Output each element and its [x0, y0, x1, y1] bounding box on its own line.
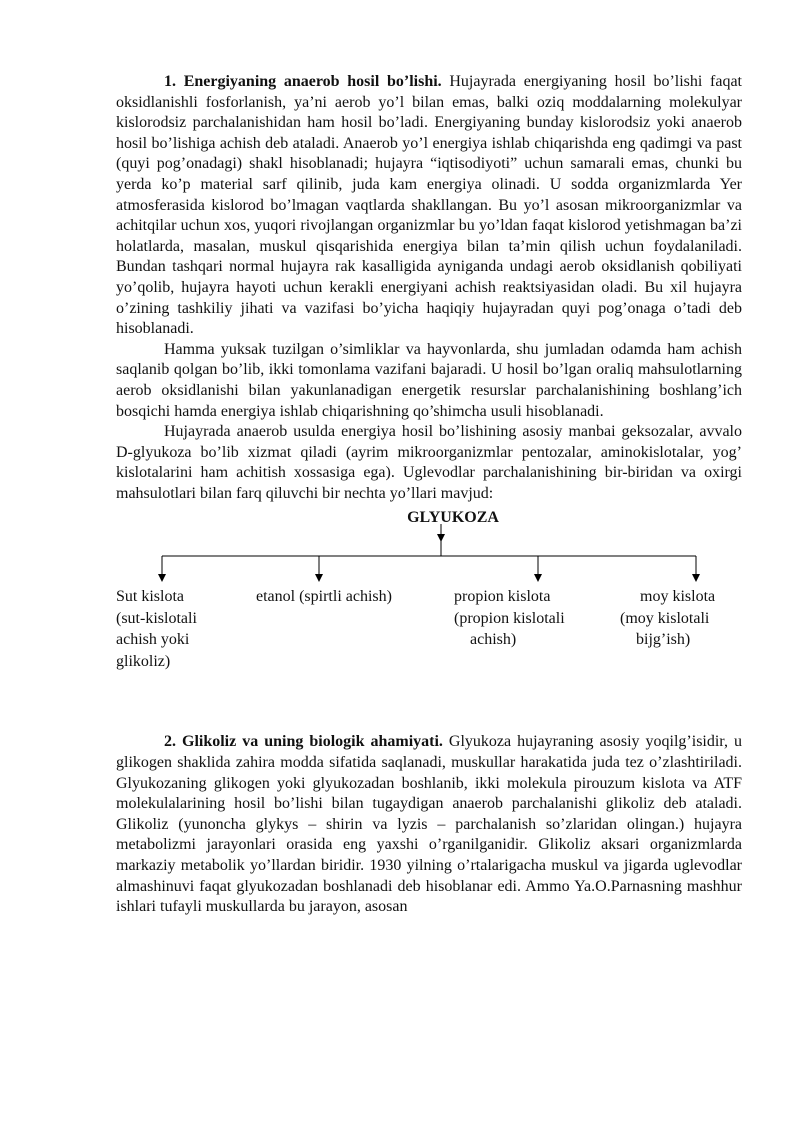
leaf-moy-kislota: moy kislota (moy kislotali bijg’ish) — [620, 588, 716, 649]
leaf-propion-kislota: propion kislota (propion kislotali achish) — [454, 588, 565, 649]
section1-paragraph-3: Hujayrada anaerob usulda energiya hosil bo’lishining asosiy manbai geksozalar, avvalo D-glyukoza bo’lib xizmat qiladi (ayrim mikroorganizmlar pentozalar, aminokislotalar, yog’ kislotalarini ham achitish xossasiga ega). Uglevodlar parchalanishining bir-biridan va oxirgi mahsulotlari bilan farq qiluvchi bir nechta yo’llari mavjud: — [116, 423, 742, 502]
section1-paragraph-1 — [116, 72, 742, 340]
section1-text-1: Hujayrada energiyaning hosil bo’lishi faqat oksidlanishli fosforlanish, ya’ni aerob yo’l bilan emas, balki oziq moddalarning molekulyar kislorodsiz parchalanishidan ham hosil bo’ladi. Energiyaning bunday kislorodsiz yoki anaerob hosil bo’lishiga achish deb ataladi. Anaerob yo’l energiya ishlab chiqarishda eng qadimgi va past (quyi pog’onadagi) shakl hisoblanadi; hujayra “iqtisodiyoti” uchun samarali emas, chunki bu yerda ko’p material sarf qilinib, juda kam energiya olinadi. U sodda organizmlarda Yer atmosferasida kislorod bo’lmagan vaqtlarda shakllangan. Bu yo’l asosan mikroorganizmlar va achitqilar uchun xos, yuqori rivojlangan organizmlar bu yo’ldan faqat kislorod yetishmagan ba’zi holatlarda, masalan, muskul qisqarishida energiya bilan ta’min qilish uchun foydalaniladi. Bundan tashqari normal hujayra rak kasalligida ayniganda undagi aerob oksidlanish qobiliyati yo’qolib, hujayra hayoti uchun kerakli energiyani achish reaktsiyasidan oladi. Bu xil hujayra o’zining tashkiliy jihati va vazifasi bo’yicha haqiqiy hujayradan quyi pog’onaga o’tadi deb hisoblanadi. — [116, 73, 743, 338]
arrowhead-icon-3 — [534, 574, 542, 582]
section2-heading: 2. Glikoliz va uning biologik ahamiyati. — [164, 733, 443, 751]
leaf-etanol: etanol (spirtli achish) — [256, 588, 392, 606]
arrowhead-icon-4 — [692, 574, 700, 582]
section2-paragraph-1 — [116, 732, 742, 917]
section1-heading: 1. Energiyaning anaerob hosil bo’lishi. — [164, 73, 442, 90]
leaf-sut-kislota: Sut kislota (sut-kislotali achish yoki glikoliz) — [116, 588, 197, 670]
section1-paragraph-2: Hamma yuksak tuzilgan o’simliklar va hayvonlarda, shu jumladan odamda ham achish saqlanib qolgan bo’lib, ikki tomonlama vazifani bajaradi. U hosil bo’lgan oraliq mahsulotlarning aerob oksidlanishi bilan yakunlanadigan energetik resurslar parchalanishining boshlang’ich bosqichi hamda energiya ishlab chiqarishning qo’shimcha usuli hisoblanadi. — [116, 340, 742, 420]
document-page — [116, 72, 742, 918]
root-arrowhead-icon — [437, 534, 445, 542]
section2-text-1: Glyukoza hujayraning asosiy yoqilg’isidir, u glikogen shaklida zahira modda sifatida saqlanadi, muskullar harakatida juda tez o’zlashtiriladi. Glyukozaning glikogen yoki glyukozadan boshlanib, ikki molekula pirouzum kislota va ATF molekulalarining hosil bo’lishi bilan tugaydigan anaerob parchalanishi glikoliz deb ataladi. Glikoliz (yunoncha glykys – shirin va lyzis – parchalanish so’zlaridan olingan.) hujayra metabolizmi jarayonlari orasida eng yaxshi o’rganilganidir. Glikoliz aksari organizmlarda markaziy metabolik yo’llardan biridir. 1930 yilning o’rtalarigacha muskul va jigarda uglevodlar almashinuvi faqat glyukozadan boshlanadi deb hisoblanar edi. Ammo Ya.O.Parnasning mashhur ishlari tufayli muskullarda bu jarayon, asosan — [116, 733, 742, 916]
glucose-pathways-diagram — [116, 504, 742, 716]
arrowhead-icon-2 — [315, 574, 323, 582]
diagram-root-label: GLYUKOZA — [407, 509, 499, 527]
arrowhead-icon-1 — [158, 574, 166, 582]
